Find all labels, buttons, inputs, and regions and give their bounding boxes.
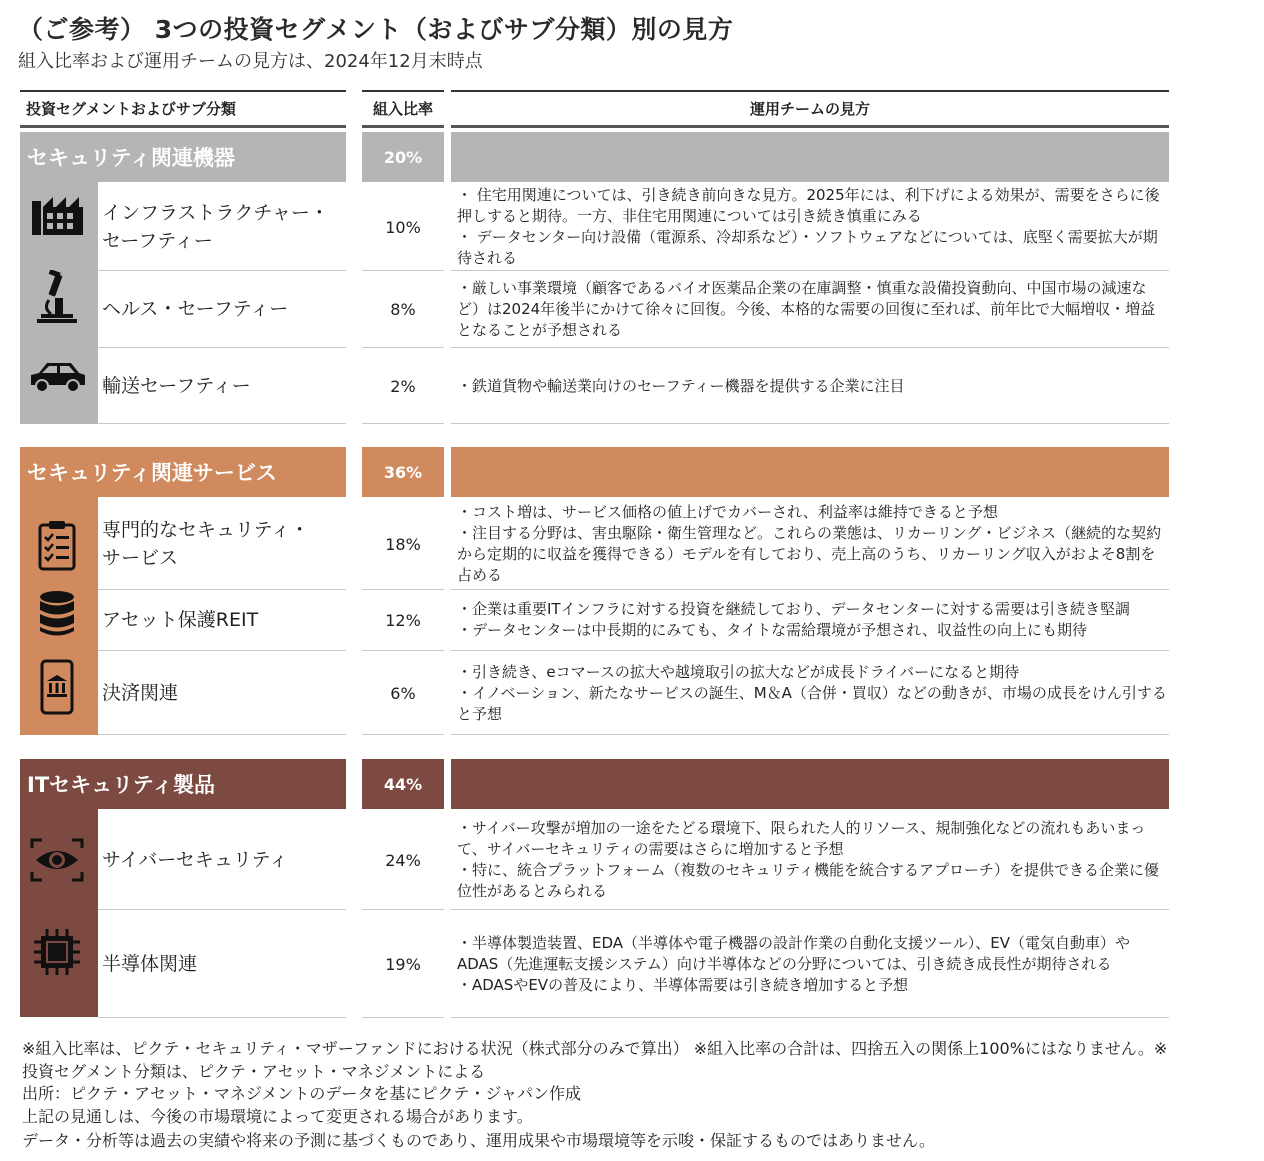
mobile-bank-icon bbox=[22, 656, 92, 718]
segment-weight-it: 44% bbox=[362, 759, 444, 809]
sub-view-health: ・厳しい事業環境（顧客であるバイオ医薬品企業の在庫調整・慎重な設備投資動向、中国市場の減速など）は2024年後半にかけて徐々に回復。今後、本格的な需要の回復に至れば、前年比で大幅増収・増益となることが予想される bbox=[457, 278, 1156, 339]
sub-name-professional-services: 専門的なセキュリティ・ サービス bbox=[102, 519, 310, 569]
segment-view-bar-equipment bbox=[451, 132, 1169, 182]
header-segment: 投資セグメントおよびサブ分類 bbox=[20, 90, 346, 128]
segment-weight-equipment: 20% bbox=[362, 132, 444, 182]
footnote-source: 出所：ピクテ・アセット・マネジメントのデータを基にピクテ・ジャパン作成 bbox=[22, 1084, 582, 1103]
sub-weight-infrastructure: 10% bbox=[385, 217, 421, 237]
row-divider bbox=[362, 1017, 444, 1018]
sub-weight-semiconductor: 19% bbox=[385, 954, 421, 974]
sub-weight-asset-reit: 12% bbox=[385, 610, 421, 630]
sub-view-payments: ・引き続き、eコマースの拡大や越境取引の拡大などが成長ドライバーになると期待 ・イノベーション、新たなサービスの誕生、M＆A（合併・買収）などの動きが、市場の成長をけん引すると予想 bbox=[457, 662, 1167, 723]
segment-title-equipment: セキュリティ関連機器 bbox=[20, 132, 346, 182]
sub-view-semiconductor: ・半導体製造装置、EDA（半導体や電子機器の設計作業の自動化支援ツール）、EV（電気自動車）やADAS（先進運転支援システム）向け半導体などの分野については、引き続き成長性が期待される ・ADASやEVの普及により、半導体需要は引き続き増加すると予想 bbox=[457, 933, 1130, 994]
sub-view-professional-services: ・コスト増は、サービス価格の値上げでカバーされ、利益率は維持できると予想 ・注目する分野は、害虫駆除・衛生管理など。これらの業態は、リカーリング・ビジネス（継続的な契約から定期的に収益を獲得できる）モデルを有しており、売上高のうち、リカーリング収入がおよそ8割を占める bbox=[457, 503, 1162, 584]
footnote-outlook: 上記の見通しは、今後の市場環境によって変更される場合があります。 bbox=[22, 1107, 533, 1126]
sub-name-transport: 輸送セーフティー bbox=[102, 375, 251, 397]
sub-view-infrastructure: ・ 住宅用関連については、引き続き前向きな見方。2025年には、利下げによる効果が、需要をさらに後押しすると期待。一方、非住宅用関連については引き続き慎重にみる ・ データセンター向け設備（電源系、冷却系など）・ソフトウェアなどについては、底堅く需要拡大が期待される bbox=[457, 186, 1160, 267]
segment-title-it: ITセキュリティ製品 bbox=[20, 759, 346, 809]
segment-view-bar-it bbox=[451, 759, 1169, 809]
sub-weight-transport: 2% bbox=[390, 376, 416, 396]
chip-icon bbox=[22, 922, 92, 982]
row-divider bbox=[98, 1017, 346, 1018]
car-icon bbox=[22, 350, 92, 402]
sub-weight-cybersecurity: 24% bbox=[385, 850, 421, 870]
sub-weight-professional-services: 18% bbox=[385, 534, 421, 554]
header-weight: 組入比率 bbox=[362, 90, 444, 128]
sub-name-infrastructure: インフラストラクチャー・ セーフティー bbox=[102, 202, 329, 252]
sub-view-asset-reit: ・企業は重要ITインフラに対する投資を継続しており、データセンターに対する需要は引き続き堅調 ・データセンターは中長期的にみても、タイトな需給環境が予想され、収益性の向上にも期待 bbox=[457, 600, 1130, 639]
footnote-disclaimer: データ・分析等は過去の実績や将来の予測に基づくものであり、運用成果や市場環境等を示唆・保証するものではありません。 bbox=[22, 1131, 935, 1150]
row-divider bbox=[451, 423, 1169, 424]
segment-view-bar-services bbox=[451, 447, 1169, 497]
sub-name-semiconductor: 半導体関連 bbox=[102, 953, 198, 975]
segment-title-services: セキュリティ関連サービス bbox=[20, 447, 346, 497]
row-divider bbox=[451, 1017, 1169, 1018]
page-subtitle: 組入比率および運用チームの見方は、2024年12月末時点 bbox=[18, 51, 483, 72]
sub-view-transport: ・鉄道貨物や輸送業向けのセーフティー機器を提供する企業に注目 bbox=[457, 376, 905, 395]
sub-weight-payments: 6% bbox=[390, 683, 416, 703]
sub-name-asset-reit: アセット保護REIT bbox=[102, 609, 259, 631]
sub-weight-health: 8% bbox=[390, 299, 416, 319]
sub-name-health: ヘルス・セーフティー bbox=[102, 298, 289, 320]
sub-name-cybersecurity: サイバーセキュリティ bbox=[102, 849, 289, 871]
microscope-icon bbox=[22, 266, 92, 328]
segment-weight-services: 36% bbox=[362, 447, 444, 497]
factory-icon bbox=[22, 186, 92, 248]
database-icon bbox=[22, 586, 92, 642]
page-title: （ご参考） 3つの投資セグメント（およびサブ分類）別の見方 bbox=[18, 15, 734, 44]
footnote-weights: ※組入比率は、ピクテ・セキュリティ・マザーファンドにおける状況（株式部分のみで算出） ※組入比率の合計は、四捨五入の関係上100%にはなりません。※投資セグメント分類は、ピクテ・アセット・マネジメントによる bbox=[22, 1039, 1168, 1081]
row-divider bbox=[451, 734, 1169, 735]
sub-view-cybersecurity: ・サイバー攻撃が増加の一途をたどる環境下、限られた人的リソース、規制強化などの流れもあいまって、サイバーセキュリティの需要はさらに増加すると予想 ・特に、統合プラットフォーム（複数のセキュリティ機能を統合するアプローチ）を提供できる企業に優位性があるとみられる bbox=[457, 819, 1160, 900]
row-divider bbox=[362, 734, 444, 735]
row-divider bbox=[98, 734, 346, 735]
sub-name-payments: 決済関連 bbox=[102, 682, 179, 704]
header-view: 運用チームの見方 bbox=[451, 90, 1169, 128]
clipboard-icon bbox=[22, 514, 92, 576]
eye-scan-icon bbox=[22, 830, 92, 890]
row-divider bbox=[98, 423, 346, 424]
row-divider bbox=[362, 423, 444, 424]
